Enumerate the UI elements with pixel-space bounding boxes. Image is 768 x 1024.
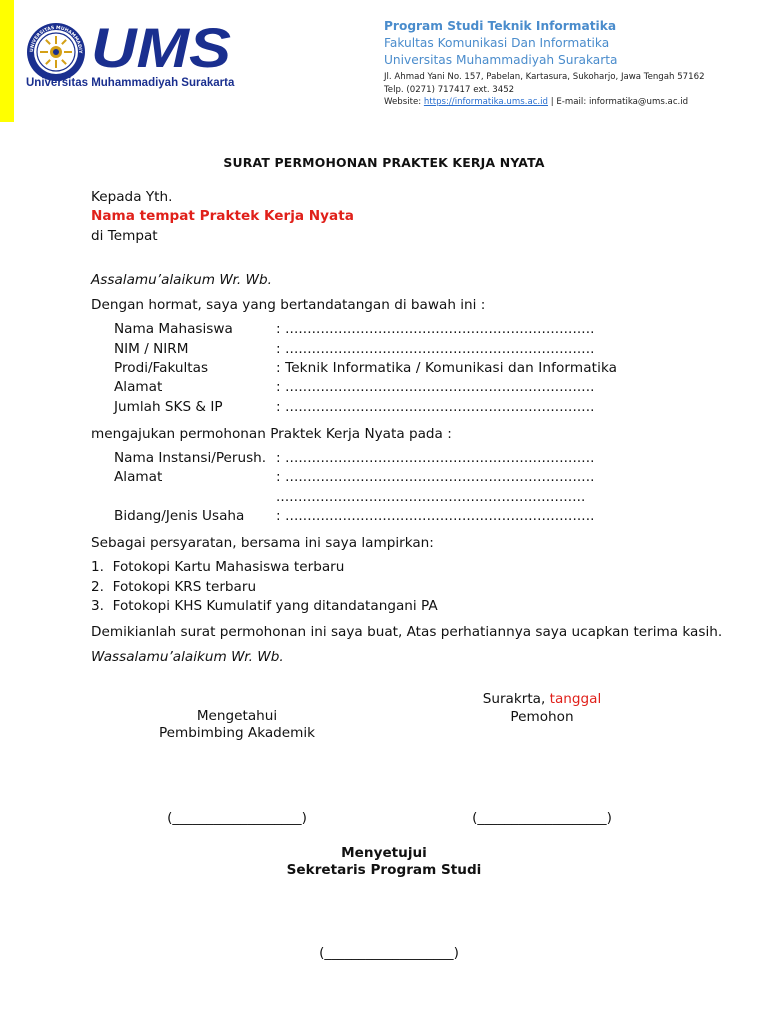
requirements-intro: Sebagai persyaratan, bersama ini saya lampirkan: [91, 535, 434, 551]
advisor-signature-line: (___________________) [167, 810, 307, 826]
ack-line1: Mengetahui [196, 708, 278, 724]
applicant-label: Pemohon [510, 709, 574, 725]
recipient-location: di Tempat [91, 228, 158, 244]
place: Surakrta, [482, 691, 546, 707]
field-value: : ...................................................................... [276, 379, 595, 395]
field-label: Prodi/Fakultas [114, 360, 209, 376]
university-name: Universitas Muhammadiyah Surakarta [384, 53, 618, 67]
field-value: : ...................................................................... [276, 399, 595, 415]
farewell-greeting: Wassalamu’alaikum Wr. Wb. [91, 649, 284, 665]
email-text: | E-mail: informatika@ums.ac.id [550, 97, 689, 107]
ack-line2: Pembimbing Akademik [158, 725, 316, 741]
field-value: : ...................................................................... [276, 341, 595, 357]
field-value: : ...................................................................... [276, 508, 595, 524]
recipient-place: Nama tempat Praktek Kerja Nyata [91, 208, 354, 224]
requirement-item: 3. Fotokopi KHS Kumulatif yang ditandatangani PA [91, 598, 438, 614]
address: Jl. Ahmad Yani No. 157, Pabelan, Kartasura, Sukoharjo, Jawa Tengah 57162 [384, 72, 705, 82]
field-value-continuation: ...................................................................... [276, 489, 586, 505]
field-label: Alamat [114, 379, 163, 395]
secretary-signature-line: (___________________) [319, 945, 459, 961]
closing-text: Demikianlah surat permohonan ini saya buat, Atas perhatiannya saya ucapkan terima kasih. [91, 624, 723, 640]
field-value: : ...................................................................... [276, 450, 595, 466]
field-value: : ...................................................................... [276, 469, 595, 485]
program-name: Program Studi Teknik Informatika [384, 19, 617, 33]
approve-line2: Sekretaris Program Studi [286, 862, 482, 878]
field-label: Jumlah SKS & IP [114, 399, 223, 415]
approve-line1: Menyetujui [341, 845, 427, 861]
logo-subtitle: Universitas Muhammadiyah Surakarta [26, 77, 235, 89]
yellow-margin-strip [0, 0, 14, 122]
document-title: SURAT PERMOHONAN PRAKTEK KERJA NYATA [223, 155, 545, 170]
intro-text: Dengan hormat, saya yang bertandatangan di bawah ini : [91, 297, 486, 313]
letterhead [384, 18, 756, 109]
field-label: Bidang/Jenis Usaha [114, 508, 245, 524]
seal-text: UNIVERSITAS MUHAMMADIY [29, 25, 83, 54]
logo-text: UMS [91, 22, 231, 72]
website-label: Website: [384, 97, 422, 107]
date-placeholder: tanggal [549, 691, 602, 707]
field-label: Alamat [114, 469, 163, 485]
field-label: Nama Mahasiswa [114, 321, 233, 337]
faculty-name: Fakultas Komunikasi Dan Informatika [384, 36, 610, 50]
phone: Telp. (0271) 717417 ext. 3452 [384, 84, 515, 95]
request-intro: mengajukan permohonan Praktek Kerja Nyata pada : [91, 426, 452, 442]
website-link[interactable]: https://informatika.ums.ac.id [423, 97, 549, 107]
ums-wordmark-logo [91, 22, 233, 72]
field-value: : Teknik Informatika / Komunikasi dan Informatika [276, 360, 618, 376]
recipient-salutation: Kepada Yth. [91, 189, 173, 205]
requirement-item: 2. Fotokopi KRS terbaru [91, 579, 257, 595]
opening-greeting: Assalamu’alaikum Wr. Wb. [91, 272, 272, 288]
field-value: : ...................................................................... [276, 321, 595, 337]
place-date [462, 691, 622, 708]
requirement-item: 1. Fotokopi Kartu Mahasiswa terbaru [91, 559, 345, 575]
applicant-signature-line: (___________________) [472, 810, 612, 826]
contact-line [384, 96, 756, 109]
university-seal-logo [26, 22, 86, 82]
field-label: Nama Instansi/Perush. [114, 450, 267, 466]
field-label: NIM / NIRM [114, 341, 189, 357]
